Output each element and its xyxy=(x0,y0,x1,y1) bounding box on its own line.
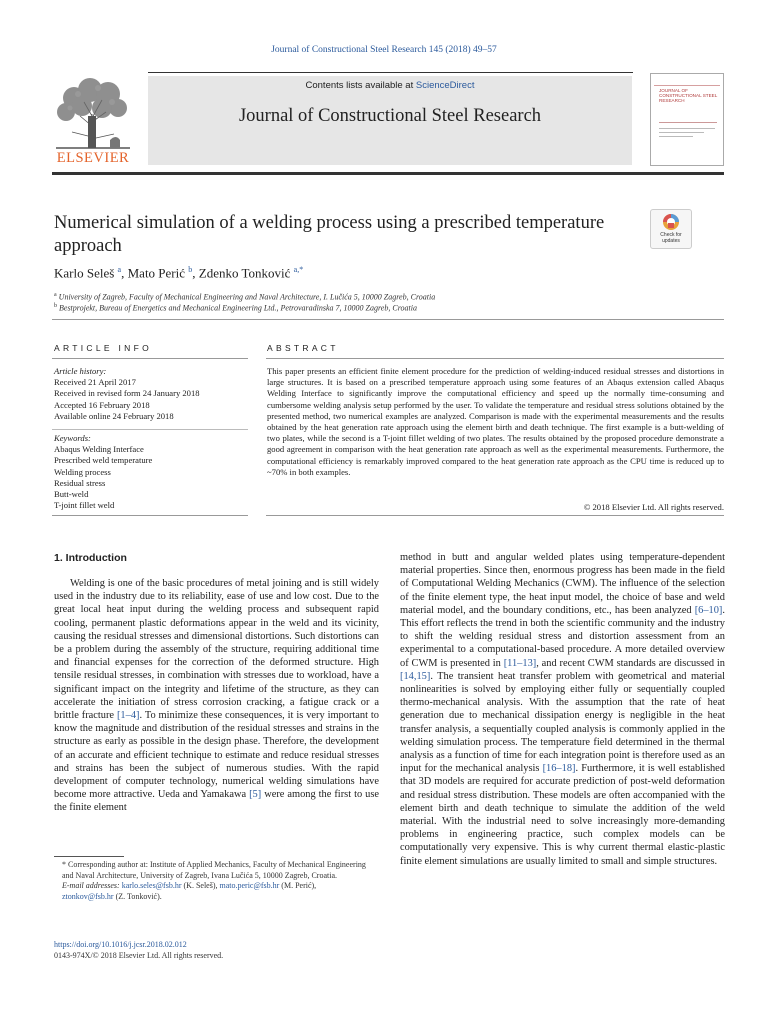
issn-copyright: 0143-974X/© 2018 Elsevier Ltd. All rights reserved. xyxy=(54,951,224,960)
email-note xyxy=(54,881,379,902)
email-link[interactable]: karlo.seles@fsb.hr xyxy=(121,881,182,890)
body-text: Welding is one of the basic procedures of metal joining and is still widely used in the industry due to its reliability, ease of use and low cost. Due to the great local heat input during the welding process and subsequent rapid cooling, permanent plastic deformations appear in the weld and its vicinity, causing the residual stresses and dimensional distortions. Such distortions can be a problem during the assembly of the structure, requiring additional time and financial expenses for the correction of the deformed structure. High tensile residual stresses, in combination with stresses due to workload, have a significant impact on the integrity and lifetime of the structure, as they can accelerate the initiation of stress corrosion cracking, a fatigue crack or a brittle fracture xyxy=(54,578,379,722)
author-name[interactable]: Zdenko Tonković xyxy=(198,265,291,281)
journal-cover-thumbnail[interactable] xyxy=(650,73,724,166)
author-name[interactable]: Karlo Seleš xyxy=(54,265,115,281)
corresponding-author-note: * Corresponding author at: Institute of Applied Mechanics, Faculty of Mechanical Engineering and Naval Architecture, University of Zagreb, Ivana Lučića 5, 10000 Zagreb, Croatia. xyxy=(62,860,366,880)
check-updates-line1: Check for xyxy=(660,232,682,238)
header-rule-thick xyxy=(52,172,724,175)
abstract-copyright: © 2018 Elsevier Ltd. All rights reserved. xyxy=(583,502,724,512)
footnotes xyxy=(54,860,379,902)
body-text: . This effort reflects the trend in both the scientific community and the industry to shift the welding residual stress and distortion assessment from an experimental to a computational-based procedure. A more detailed overview of CWM is presented in xyxy=(400,604,725,669)
body-text: were among the first to use the finite element xyxy=(54,789,379,814)
author-affil-mark[interactable]: a,* xyxy=(293,265,304,274)
affiliation-mark: a xyxy=(54,292,57,298)
section-heading: 1. Introduction xyxy=(54,552,127,564)
affiliation-mark: b xyxy=(54,303,57,309)
author-list: Karlo Seleš $^a$, Mato Perić $^b$, Zdenko Tonković $^{a,*}$ xyxy=(54,265,304,281)
history-label: Article history: xyxy=(54,366,107,376)
affiliation xyxy=(54,292,435,302)
email-link[interactable]: mato.peric@fsb.hr xyxy=(219,881,280,890)
keywords xyxy=(54,433,244,511)
body-text: , and recent CWM standards are discussed in xyxy=(536,657,725,669)
body-text: method in butt and angular welded plates using temperature-dependent material properties. Since then, enormous progress has been made in the field of Computational Welding Mechanics (CWM). The influence of the selection of the finite element type, the heat input model, the choice of base and weld material model, and the boundary conditions, etc., has been analyzed xyxy=(400,552,725,616)
email-owner: (Z. Tonković). xyxy=(113,891,162,901)
check-updates-label xyxy=(651,233,691,244)
keyword: Residual stress xyxy=(54,477,106,488)
affiliation xyxy=(54,303,417,313)
author-affil-mark[interactable]: b xyxy=(188,265,193,274)
header-rule xyxy=(148,72,633,73)
cover-divider xyxy=(659,122,717,123)
citation-link[interactable]: [1–4] xyxy=(116,710,140,722)
doi-link[interactable]: https://doi.org/10.1016/j.jcsr.2018.02.012 xyxy=(54,940,187,949)
affiliation-text: University of Zagreb, Faculty of Mechanical Engineering and Naval Architecture, I. Lučića 5, 10000 Zagreb, Croatia xyxy=(58,292,436,302)
divider xyxy=(52,429,248,430)
publisher-name: ELSEVIER xyxy=(56,150,130,166)
citation-link[interactable]: [14,15] xyxy=(400,670,431,682)
body-text: . To minimize these consequences, it is very important to know the magnitude and distribution of the residual stresses and strains in the structure as early as possible in the design phase. Therefore, the development of an accurate and efficient technique to estimate and reduce residual stresses and strains has been the subject of numerous studies. With the rapid development of computer technology, numerical welding simulations have become more attractive. Ueda and Yamakawa xyxy=(54,710,379,801)
article-title: Numerical simulation of a welding process using a prescribed temperature approach xyxy=(54,213,605,256)
author-affil-mark[interactable]: a xyxy=(117,265,122,274)
divider xyxy=(52,319,724,320)
divider xyxy=(52,515,248,516)
cover-top-band xyxy=(654,77,720,86)
history-item: Available online 24 February 2018 xyxy=(54,410,174,421)
keyword: Abaqus Welding Interface xyxy=(54,444,144,455)
cover-title: JOURNAL OF CONSTRUCTIONAL STEEL RESEARCH xyxy=(659,88,718,103)
check-updates-line2: updates xyxy=(662,237,680,244)
check-updates-icon xyxy=(651,210,691,234)
footnote-rule xyxy=(54,856,124,857)
citation-link[interactable]: [16–18] xyxy=(542,763,576,775)
citation-link[interactable]: [6–10] xyxy=(694,604,723,616)
affiliation-text: Bestprojekt, Bureau of Energetics and Mechanical Engineering Ltd., Petrovaradinska 7, 10000 Zagreb, Croatia xyxy=(59,303,417,313)
abstract-text: This paper presents an efficient finite element procedure for the prediction of welding-induced residual stresses and distortions in large structures. It is based on a prescribed temperature approach using some features of an Abaqus extension called Abaqus Welding Interface to significantly improve the computational efficiency and speed up the normally time-consuming and cumbersome welding analysis setup performed by the user. To validate the temperature and residual stress solutions obtained by the presented method, two numerical examples are analyzed. Comparison is made with the experimental measurements and the results obtained by the heat generation rate approach using the element birth and death technique. The first example is a butt-welding of two plates, while the second is a T-joint fillet welding of two plates. The results obtained by the proposed procedure demonstrate a good agreement in comparison with the heat generation rate approach as well as the experimental measurements. Furthermore, the computational efficiency is remarkably improved compared to the heat generation rate approach as the CPU time is reduced up to ~70% in both examples. xyxy=(267,366,724,477)
cover-text-lines xyxy=(659,126,715,137)
email-label: E-mail addresses: xyxy=(62,881,122,890)
keyword: Welding process xyxy=(54,466,111,477)
elsevier-logo xyxy=(52,76,134,166)
email-owner: (M. Perić), xyxy=(279,881,317,890)
contents-prefix: Contents lists available at xyxy=(305,80,416,91)
divider xyxy=(266,515,724,516)
citation-link[interactable]: [11–13] xyxy=(503,657,537,669)
abstract-heading: ABSTRACT xyxy=(267,343,339,353)
history-item: Received in revised form 24 January 2018 xyxy=(54,388,200,399)
journal-name: Journal of Constructional Steel Research xyxy=(238,106,542,126)
divider xyxy=(266,358,724,359)
divider xyxy=(52,358,248,359)
history-item: Received 21 April 2017 xyxy=(54,377,136,388)
article-info-heading: ARTICLE INFO xyxy=(54,343,153,353)
body-paragraph xyxy=(54,577,379,815)
keywords-label: Keywords: xyxy=(54,433,91,443)
body-paragraph xyxy=(400,551,725,868)
sciencedirect-link[interactable]: ScienceDirect xyxy=(415,80,475,91)
history-item: Accepted 16 February 2018 xyxy=(54,399,150,410)
keyword: Butt-weld xyxy=(54,489,89,500)
journal-citation-link[interactable]: Journal of Constructional Steel Research 145 (2018) 49–57 xyxy=(271,45,497,55)
contents-line xyxy=(148,80,632,91)
email-link[interactable]: ztonkov@fsb.hr xyxy=(62,891,114,901)
body-text: . The transient heat transfer problem with geometrical and material nonlinearities is solved by employing either fully or sequentially coupled thermo-mechanical analysis. With the assumption that the rate of heat generation due to mechanical dissipation energy is negligible in the heat transfer analysis, a sequentially coupled analysis is commonly applied in the welding simulation process. The temperature field determined in the thermal analysis as a function of time for each integration point is therefore used as an input for the mechanical analysis xyxy=(400,670,725,775)
article-history xyxy=(54,366,244,422)
email-owner: (K. Seleš), xyxy=(181,881,220,890)
body-text: . Furthermore, it is well established that 3D models are required for accurate prediction of post-weld deformation and residual stress distribution. These models are often accompanied with the element birth and death technique to simulate the addition of the weld material. With the industrial need to solve increasingly more-demanding problems in engineering practice, such complex models can be computationally very expensive. This is why current thermal elastic-plastic finite element simulations are usually limited to small and simple structures. xyxy=(400,763,725,867)
keyword: T-joint fillet weld xyxy=(54,500,115,511)
keyword: Prescribed weld temperature xyxy=(54,455,153,466)
check-for-updates-button[interactable] xyxy=(650,209,692,249)
citation-link[interactable]: [5] xyxy=(249,789,262,801)
tree-icon xyxy=(52,76,134,150)
author-name[interactable]: Mato Perić xyxy=(127,265,186,281)
